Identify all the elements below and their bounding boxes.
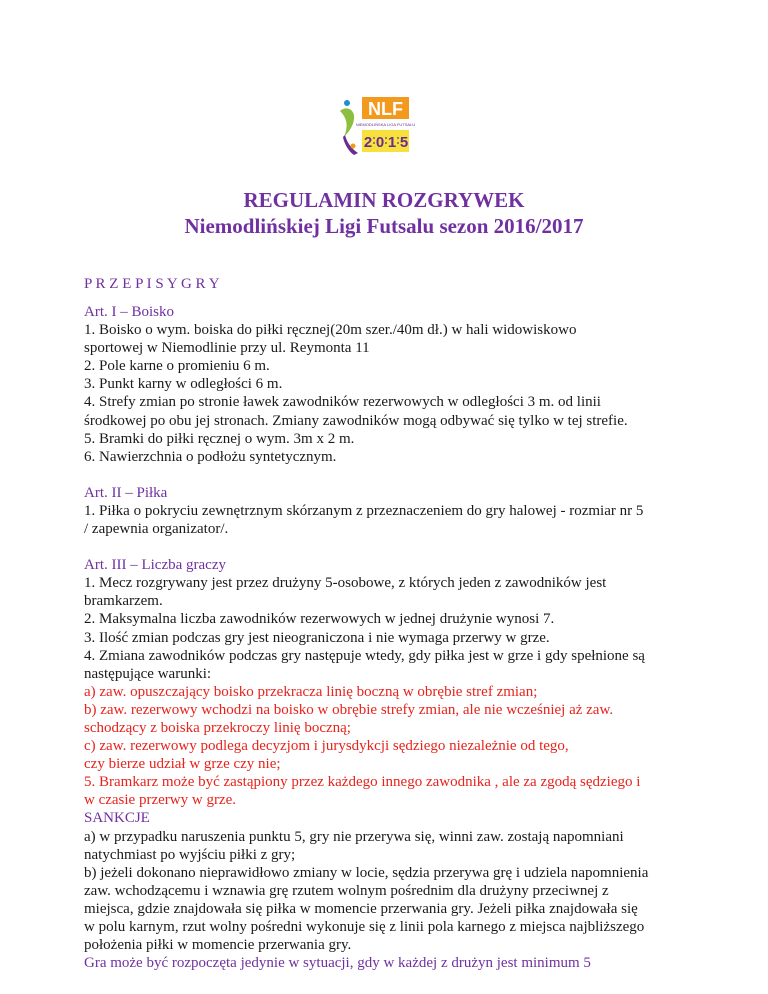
regulation-line: następujące warunki: [84,665,212,682]
nlf-logo [336,97,436,157]
regulation-line: 1. Mecz rozgrywany jest przez drużyny 5-osobowe, z których jeden z zawodników jest [84,575,607,592]
document-title: REGULAMIN ROZGRYWEK [243,188,525,212]
article-heading: Art. I – Boisko [84,304,174,320]
paragraph-gap [84,466,684,484]
paragraph-gap [84,538,684,556]
logo-player-body-icon [340,108,354,137]
regulation-line: 1. Piłka o pokryciu zewnętrznym skórzanym z przeznaczeniem do gry halowej - rozmiar nr 5 [84,502,644,519]
regulation-line: 5. Bramki do piłki ręcznej o wym. 3m x 2 m. [84,430,355,447]
regulation-line: 4. Zmiana zawodników podczas gry następuje wtedy, gdy piłka jest w grze i gdy spełnione są [84,647,645,664]
regulation-line: położenia piłki w momencie przerwania gry. [84,937,352,954]
nlf-logo-graphic [336,97,436,157]
regulation-line: 5. Bramkarz może być zastąpiony przez każdego innego zawodnika , ale za zgodą sędziego i [84,774,641,791]
regulation-line: schodzący z boiska przekroczy linię boczną; [84,719,351,736]
logo-year-digit: 0 [375,134,385,151]
regulation-line: 2. Maksymalna liczba zawodników rezerwowych w jednej drużynie wynosi 7. [84,611,555,628]
regulation-line: 4. Strefy zmian po stronie ławek zawodników rezerwowych w odległości 3 m. od linii [84,394,601,411]
logo-nlf-text: NLF [368,99,403,119]
logo-player-leg-icon [343,135,358,155]
regulation-line: natychmiast po wyjściu piłki z gry; [84,846,296,863]
section-heading-przepisy-gry: P R Z E P I S Y G R Y [84,276,220,292]
regulation-line: w czasie przerwy w grze. [84,792,236,809]
regulation-line: bramkarzem. [84,593,163,610]
logo-year-digit: 1 [387,134,397,151]
regulation-line: c) zaw. rezerwowy podlega decyzjom i jurysdykcji sędziego niezależnie od tego, [84,738,569,755]
article-heading: Art. II – Piłka [84,484,168,501]
regulation-line: środkowej po obu jej stronach. Zmiany zawodników mogą odbywać się tylko w tej strefie. [84,412,628,429]
regulation-line: a) zaw. opuszczający boisko przekracza linię boczną w obrębie stref zmian; [84,683,538,700]
regulation-line: 2. Pole karne o promieniu 6 m. [84,358,270,375]
regulation-line: / zapewnia organizator/. [84,521,229,538]
regulation-body [84,303,684,972]
logo-ball-icon [351,144,356,149]
article-heading: Art. III – Liczba graczy [84,557,227,574]
regulation-line: zaw. wchodzącemu i wznawia grę rzutem wolnym pośrednim dla drużyny przeciwnej z [84,882,609,899]
regulation-line: a) w przypadku naruszenia punktu 5, gry nie przerywa się, winni zaw. zostają napomniani [84,828,624,845]
regulation-line: 1. Boisko o wym. boiska do piłki ręcznej(20m szer./40m dł.) w hali widowiskowo [84,322,577,339]
regulation-line: 3. Punkt karny w odległości 6 m. [84,376,283,393]
regulation-line: b) zaw. rezerwowy wchodzi na boisko w obrębie strefy zmian, ale nie wcześniej aż zaw. [84,701,614,718]
regulation-line: sportowej w Niemodlinie przy ul. Reymonta 11 [84,340,370,357]
logo-year-digit: 5 [399,134,409,151]
logo-subtitle: NIEMODLIŃSKA LIGA FUTSALU [355,122,416,127]
regulation-line: w polu karnym, rzut wolny pośredni wykonuje się z linii pola karnego z miejsca najbliższego [84,919,645,935]
logo-year-digit: 2 [363,134,373,151]
document-subtitle: Niemodlińskiej Ligi Futsalu sezon 2016/2017 [184,214,584,238]
article-heading: SANKCJE [84,810,150,827]
regulation-line: 6. Nawierzchnia o podłożu syntetycznym. [84,448,337,465]
regulation-line: 3. Ilość zmian podczas gry jest nieograniczona i nie wymaga przerwy w grze. [84,629,550,646]
regulation-line: b) jeżeli dokonano nieprawidłowo zmiany w locie, sędzia przerywa grę i udziela napomnienia [84,864,649,881]
regulation-line: miejsca, gdzie znajdowała się piłka w momencie przerwania gry. Jeżeli piłka znajdowała się [84,900,638,917]
logo-player-head-icon [344,100,350,106]
regulation-line: czy bierze udział w grze czy nie; [84,756,281,773]
article-heading: Gra może być rozpoczęta jedynie w sytuacji, gdy w każdej z drużyn jest minimum 5 [84,955,591,972]
